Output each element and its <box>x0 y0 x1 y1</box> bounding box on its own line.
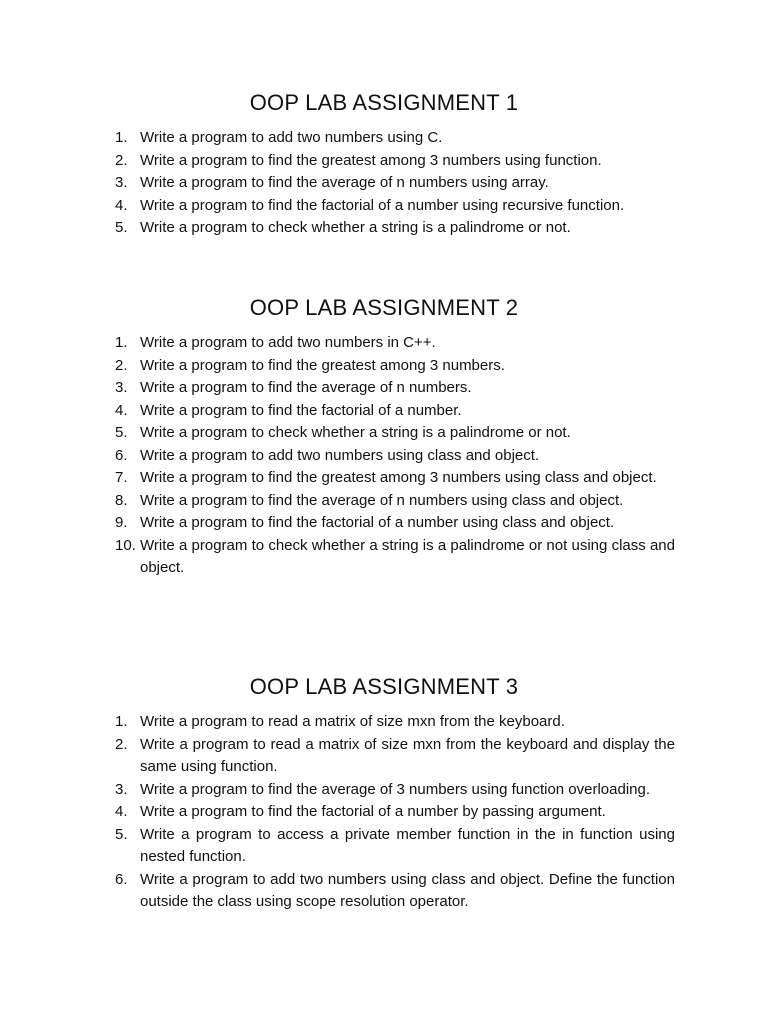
list-item <box>115 195 675 218</box>
list-item <box>115 400 675 423</box>
item-number: 8. <box>115 491 128 509</box>
item-text: Write a program to find the average of 3 numbers using function overloading. <box>140 780 651 798</box>
item-text: Write a program to find the factorial of a number using recursive function. <box>140 196 625 214</box>
item-text: Write a program to check whether a string is a palindrome or not using class and object. <box>140 536 675 576</box>
list-item <box>115 801 675 824</box>
item-number: 4. <box>115 401 128 419</box>
item-text: Write a program to find the factorial of a number. <box>140 401 462 419</box>
question-list <box>115 332 675 580</box>
list-item <box>115 127 675 150</box>
item-number: 3. <box>115 780 128 798</box>
list-item <box>115 734 675 779</box>
list-item <box>115 172 675 195</box>
item-text: Write a program to find the greatest among 3 numbers using class and object. <box>140 469 657 486</box>
item-number: 5. <box>115 424 128 441</box>
item-number: 7. <box>115 469 128 486</box>
list-item <box>115 445 675 468</box>
list-item <box>115 711 675 734</box>
list-item <box>115 355 675 378</box>
item-text: Write a program to add two numbers in C++. <box>140 334 436 351</box>
list-item <box>115 377 675 400</box>
item-number: 6. <box>115 446 128 464</box>
item-text: Write a program to find the greatest among 3 numbers. <box>140 356 505 374</box>
item-number: 9. <box>115 514 128 531</box>
item-text: Write a program to find the average of n numbers using class and object. <box>140 491 624 509</box>
item-text: Write a program to find the factorial of a number using class and object. <box>140 514 615 531</box>
item-text: Write a program to add two numbers using class and object. <box>140 446 540 464</box>
assignment-1-section <box>0 88 768 240</box>
list-item <box>115 422 675 445</box>
list-item <box>115 779 675 802</box>
item-text: Write a program to check whether a string is a palindrome or not. <box>140 219 571 236</box>
item-text: Write a program to find the factorial of a number by passing argument. <box>140 803 606 820</box>
assignment-2-section <box>0 293 768 580</box>
item-text: Write a program to read a matrix of size mxn from the keyboard. <box>140 713 565 730</box>
question-list <box>115 711 675 914</box>
item-number: 5. <box>115 825 128 843</box>
item-number: 5. <box>115 219 128 236</box>
item-number: 4. <box>115 196 128 214</box>
item-text: Write a program to find the average of n numbers. <box>140 379 472 396</box>
item-number: 3. <box>115 379 128 396</box>
item-number: 6. <box>115 870 128 888</box>
list-item <box>115 490 675 513</box>
list-item <box>115 512 675 535</box>
section-title: OOP LAB ASSIGNMENT 1 <box>249 90 519 115</box>
list-item <box>115 535 675 580</box>
list-item <box>115 869 675 914</box>
item-text: Write a program to read a matrix of size mxn from the keyboard and display the same using function. <box>140 735 675 775</box>
item-number: 1. <box>115 713 128 730</box>
item-number: 10. <box>115 536 136 554</box>
assignment-3-section <box>0 672 768 914</box>
question-list <box>115 127 675 240</box>
item-number: 2. <box>115 735 128 753</box>
item-number: 2. <box>115 151 128 169</box>
item-text: Write a program to add two numbers using C. <box>140 129 443 146</box>
item-number: 2. <box>115 356 128 374</box>
item-text: Write a program to find the average of n numbers using array. <box>140 174 549 191</box>
item-number: 1. <box>115 334 128 351</box>
list-item <box>115 332 675 355</box>
section-title: OOP LAB ASSIGNMENT 2 <box>249 295 519 320</box>
item-text: Write a program to access a private member function in the in function using nested function. <box>140 825 675 865</box>
section-title: OOP LAB ASSIGNMENT 3 <box>249 674 519 699</box>
list-item <box>115 217 675 240</box>
item-number: 1. <box>115 129 128 146</box>
list-item <box>115 150 675 173</box>
list-item <box>115 824 675 869</box>
item-number: 4. <box>115 803 128 820</box>
list-item <box>115 467 675 490</box>
item-text: Write a program to find the greatest among 3 numbers using function. <box>140 151 602 169</box>
item-text: Write a program to add two numbers using class and object. Define the function outside the class using scope resolution operator. <box>140 870 675 910</box>
item-text: Write a program to check whether a string is a palindrome or not. <box>140 424 571 441</box>
item-number: 3. <box>115 174 128 191</box>
